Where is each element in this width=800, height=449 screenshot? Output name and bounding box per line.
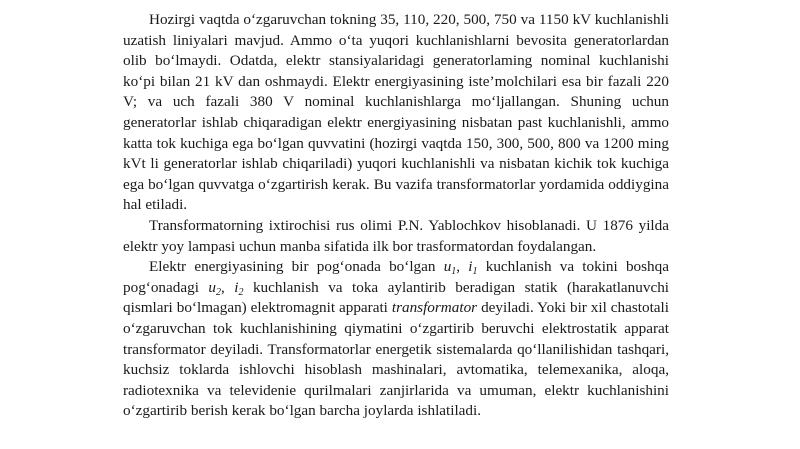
term-transformator: transformator xyxy=(391,299,478,317)
paragraph-3-text-b: kuchlanish va tokini boshqa pog‘onadagi xyxy=(123,258,669,296)
paragraph-3-text-c: kuchlanish va toka aylantirib beradigan statik (harakatlanuvchi qismlari bo‘lmagan) elektromagnit apparati xyxy=(123,278,670,317)
current-symbol-i2: $i_2$ xyxy=(234,278,244,298)
paragraph-3-text-a: Elektr energiyasining bir pog‘onada bo‘lgan xyxy=(149,258,444,276)
paragraph-1: Hozirgi vaqtda o‘zgaruvchan tokning 35, 110, 220, 500, 750 va 1150 kV kuchlanishli uzatish liniyalari mavjud. Ammo o‘ta yuqori kuchlanishlarni bevosita generatorlardan olib bo‘lmaydi. Odatda, elektr stansiyalaridagi generatorlaming nominal kuchlanishi ko‘pi bilan 21 kV dan oshmaydi. Elektr energiyasining iste’molchilari esa bir fazali 220 V; va uch fazali 380 V nominal kuchlanishlarga mo‘ljallangan. Shuning uchun generatorlar ishlab chiqaradigan elektr energiyasining nisbatan past kuchlanishli, ammo katta tok kuchiga ega bo‘lgan quvvatini (hozirgi vaqtda 150, 300, 500, 800 va 1200 ming kVt li generatorlar ishlab chiqariladi) yuqori kuchlanishli va nisbatan kichik tok kuchiga ega bo‘lgan quvvatga o‘zgartirish kerak. Bu vazifa transformatorlar yordamida oddiygina hal etiladi. xyxy=(123,11,669,214)
paragraph-3: Elektr energiyasining bir pog‘onada bo‘lgan $u_1$, $i_1$ kuchlanish va tokini boshqa pog‘onadagi $u_2$, $i_2$ kuchlanish va toka aylantirib beradigan statik (harakatlanuvchi qismlari bo‘lmagan) elektromagnit apparati transformator deyiladi. Yoki bir xil chastotali o‘zgaruvchan tok kuchlanishining qiymatini o‘zgartirib beruvchi elektrostatik apparat transformator deyiladi. Transformatorlar energetik sistemalarda qo‘llanilishidan tashqari, kuchsiz toklarda ishlovchi hisoblash mashinalari, avtomatika, telemexanika, aloqa, radiotexnika va televidenie qurilmalari zanjirlarida va umuman, elektr kuchlanishini o‘zgartirib berish kerak bo‘lgan barcha joylarda ishlatiladi. xyxy=(123,258,670,420)
current-symbol-i1: $i_1$ xyxy=(468,258,478,278)
paragraph-2: Transformatorning ixtirochisi rus olimi P.N. Yablochkov hisoblanadi. U 1876 yilda elektr yoy lampasi uchun manba sifatida ilk bor trasformatordan foydalangan. xyxy=(123,216,669,255)
document-page xyxy=(123,10,669,422)
voltage-symbol-u2: $u_2$ xyxy=(208,278,221,298)
voltage-symbol-u1: $u_1$ xyxy=(443,258,457,278)
paragraph-3-text-d: deyiladi. Yoki bir xil chastotali o‘zgaruvchan tok kuchlanishining qiymatini o‘zgartirib beruvchi elektrostatik apparat transformator deyiladi. Transformatorlar energetik sistemalarda qo‘llanilishidan tashqari, kuchsiz toklarda ishlovchi hisoblash mashinalari, avtomatika, telemexanika, aloqa, radiotexnika va televidenie qurilmalari zanjirlarida va umuman, elektr kuchlanishini o‘zgartirib berish kerak bo‘lgan barcha joylarda ishlatiladi. xyxy=(123,299,669,420)
